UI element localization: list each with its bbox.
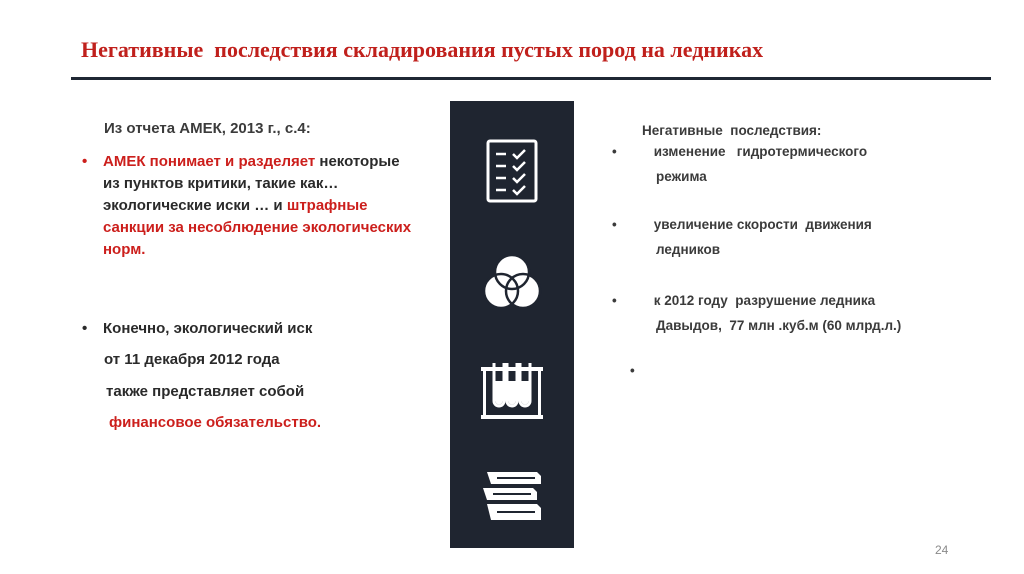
- bullet-amec-text: некоторые из пунктов критики, такие как… экологические иски … и: [103, 153, 400, 214]
- page-number: 24: [935, 543, 949, 557]
- bullet-lawsuit-line2: от 11 декабря 2012 года: [104, 351, 280, 368]
- slide-title: Негативные последствия складирования пустых пород на ледниках: [81, 37, 764, 62]
- test-tubes-icon: [450, 359, 574, 423]
- icon-band: [450, 101, 574, 548]
- bullet-marker: •: [82, 153, 88, 170]
- item-3-line2: Давыдов, 77 млн .куб.м (60 млрд.л.): [656, 318, 902, 333]
- bullet-amec-red-text: АМЕК понимает и разделяет: [103, 153, 316, 170]
- item-2-line1: увеличение скорости движения: [650, 217, 872, 232]
- consequences-heading: Негативные последствия:: [642, 123, 822, 138]
- venn-diagram-icon: [450, 251, 574, 315]
- bullet-amec: [82, 151, 412, 261]
- item-3-line1: к 2012 году разрушение ледника: [650, 293, 876, 308]
- bullet-lawsuit-line1: Конечно, экологический иск: [103, 320, 313, 337]
- books-icon: [450, 466, 574, 530]
- checklist-icon: [450, 139, 574, 203]
- bullet-lawsuit-line3: также представляет собой: [106, 383, 305, 400]
- item-1-line2: режима: [656, 169, 707, 184]
- bullet-marker: •: [612, 293, 617, 308]
- bullet-marker: •: [612, 217, 617, 232]
- bullet-lawsuit-line4: финансовое обязательство.: [109, 414, 322, 431]
- bullet-marker: •: [82, 320, 88, 337]
- bullet-lawsuit: [82, 318, 412, 340]
- bullet-marker-empty: •: [630, 363, 635, 378]
- title-underline: [71, 77, 991, 80]
- bullet-marker: •: [612, 144, 617, 159]
- bullet-amec-red-text-2: штрафные санкции за несоблюдение экологических норм.: [103, 197, 412, 258]
- item-1-line1: изменение гидротермического: [650, 144, 868, 159]
- item-2-line2: ледников: [656, 242, 721, 257]
- source-reference: Из отчета АМЕК, 2013 г., с.4:: [104, 120, 311, 137]
